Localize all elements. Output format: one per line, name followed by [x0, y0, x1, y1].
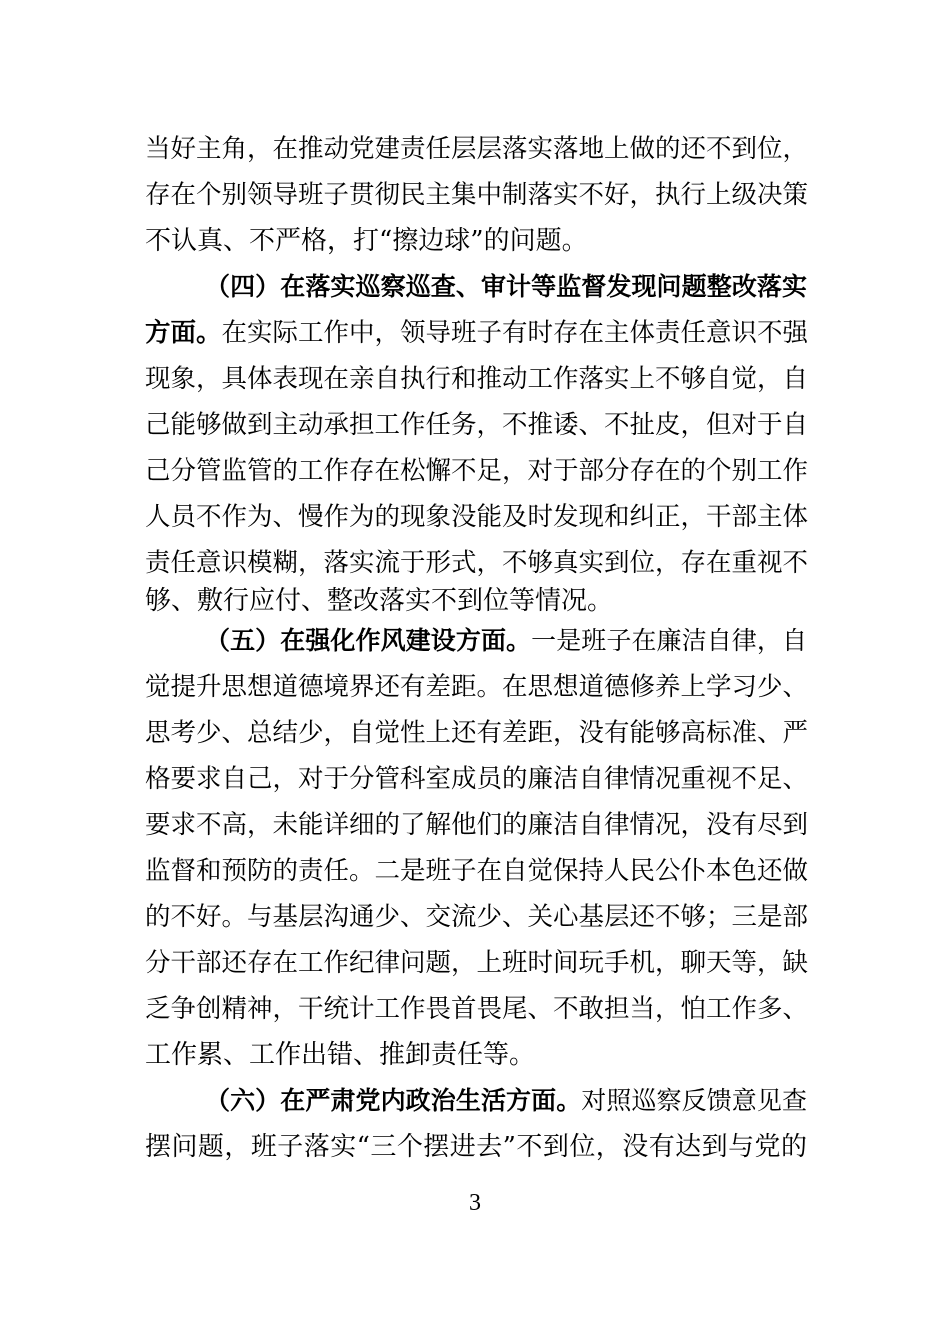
paragraph-line — [145, 664, 807, 710]
text-run: 要求不高，未能详细的了解他们的廉洁自律情况，没有尽到 — [145, 810, 809, 840]
text-run: 够、敷行应付、整改落实不到位等情况。 — [145, 586, 614, 616]
text-run: 对照巡察反馈意见查 — [581, 1086, 807, 1115]
section-heading-line — [205, 264, 807, 310]
section-heading: （六）在严肃党内政治生活方面。 — [205, 1086, 582, 1115]
text-run: 摆问题，班子落实“三个摆进去”不到位，没有达到与党的 — [145, 1132, 807, 1162]
paragraph-line — [145, 448, 807, 494]
section-heading-line — [205, 618, 807, 664]
paragraph-line — [145, 756, 807, 802]
paragraph-line — [145, 1124, 807, 1170]
paragraph-line — [145, 310, 807, 356]
text-run: 责任意识模糊，落实流于形式，不够真实到位，存在重视不 — [145, 548, 809, 578]
paragraph-line — [145, 710, 807, 756]
section-heading-line — [205, 1078, 807, 1124]
text-run: 人员不作为、慢作为的现象没能及时发现和纠正，干部主体 — [145, 502, 809, 532]
paragraph-line — [145, 356, 807, 402]
section-heading: 方面。 — [145, 318, 222, 348]
text-run: 存在个别领导班子贯彻民主集中制落实不好，执行上级决策 — [145, 180, 809, 210]
section-heading: （五）在强化作风建设方面。 — [205, 626, 532, 655]
text-run: 不认真、不严格，打“擦边球”的问题。 — [145, 226, 588, 256]
paragraph-line — [145, 1032, 807, 1078]
text-run: 在实际工作中，领导班子有时存在主体责任意识不强 — [221, 318, 809, 348]
paragraph-line — [145, 848, 807, 894]
text-run: 工作累、工作出错、推卸责任等。 — [145, 1040, 536, 1070]
text-run: 己分管监管的工作存在松懈不足，对于部分存在的个别工作 — [145, 456, 809, 486]
paragraph-line — [145, 494, 807, 540]
paragraph-line — [145, 986, 807, 1032]
text-run: 现象，具体表现在亲自执行和推动工作落实上不够自觉，自 — [145, 364, 809, 394]
text-run: 的不好。与基层沟通少、交流少、关心基层还不够；三是部 — [145, 902, 809, 932]
text-run: 己能够做到主动承担工作任务，不推诿、不扯皮，但对于自 — [145, 410, 809, 440]
paragraph-line — [145, 126, 807, 172]
text-run: 一是班子在廉洁自律，自 — [531, 626, 807, 655]
paragraph-line — [145, 940, 807, 986]
section-heading: （四）在落实巡察巡查、审计等监督发现问题整改落实 — [205, 272, 807, 301]
paragraph-line — [145, 172, 807, 218]
text-run: 思考少、总结少，自觉性上还有差距，没有能够高标准、严 — [145, 718, 809, 748]
text-run: 当好主角，在推动党建责任层层落实落地上做的还不到位， — [145, 134, 809, 164]
text-run: 监督和预防的责任。二是班子在自觉保持人民公仆本色还做 — [145, 856, 809, 886]
paragraph-line — [145, 218, 807, 264]
paragraph-line — [145, 802, 807, 848]
page-number: 3 — [469, 1190, 481, 1216]
text-run: 乏争创精神，干统计工作畏首畏尾、不敢担当，怕工作多、 — [145, 994, 809, 1024]
text-run: 分干部还存在工作纪律问题，上班时间玩手机，聊天等，缺 — [145, 948, 809, 978]
text-run: 觉提升思想道德境界还有差距。在思想道德修养上学习少、 — [145, 672, 809, 702]
paragraph-line — [145, 894, 807, 940]
text-run: 格要求自己，对于分管科室成员的廉洁自律情况重视不足、 — [145, 764, 809, 794]
paragraph-line — [145, 402, 807, 448]
